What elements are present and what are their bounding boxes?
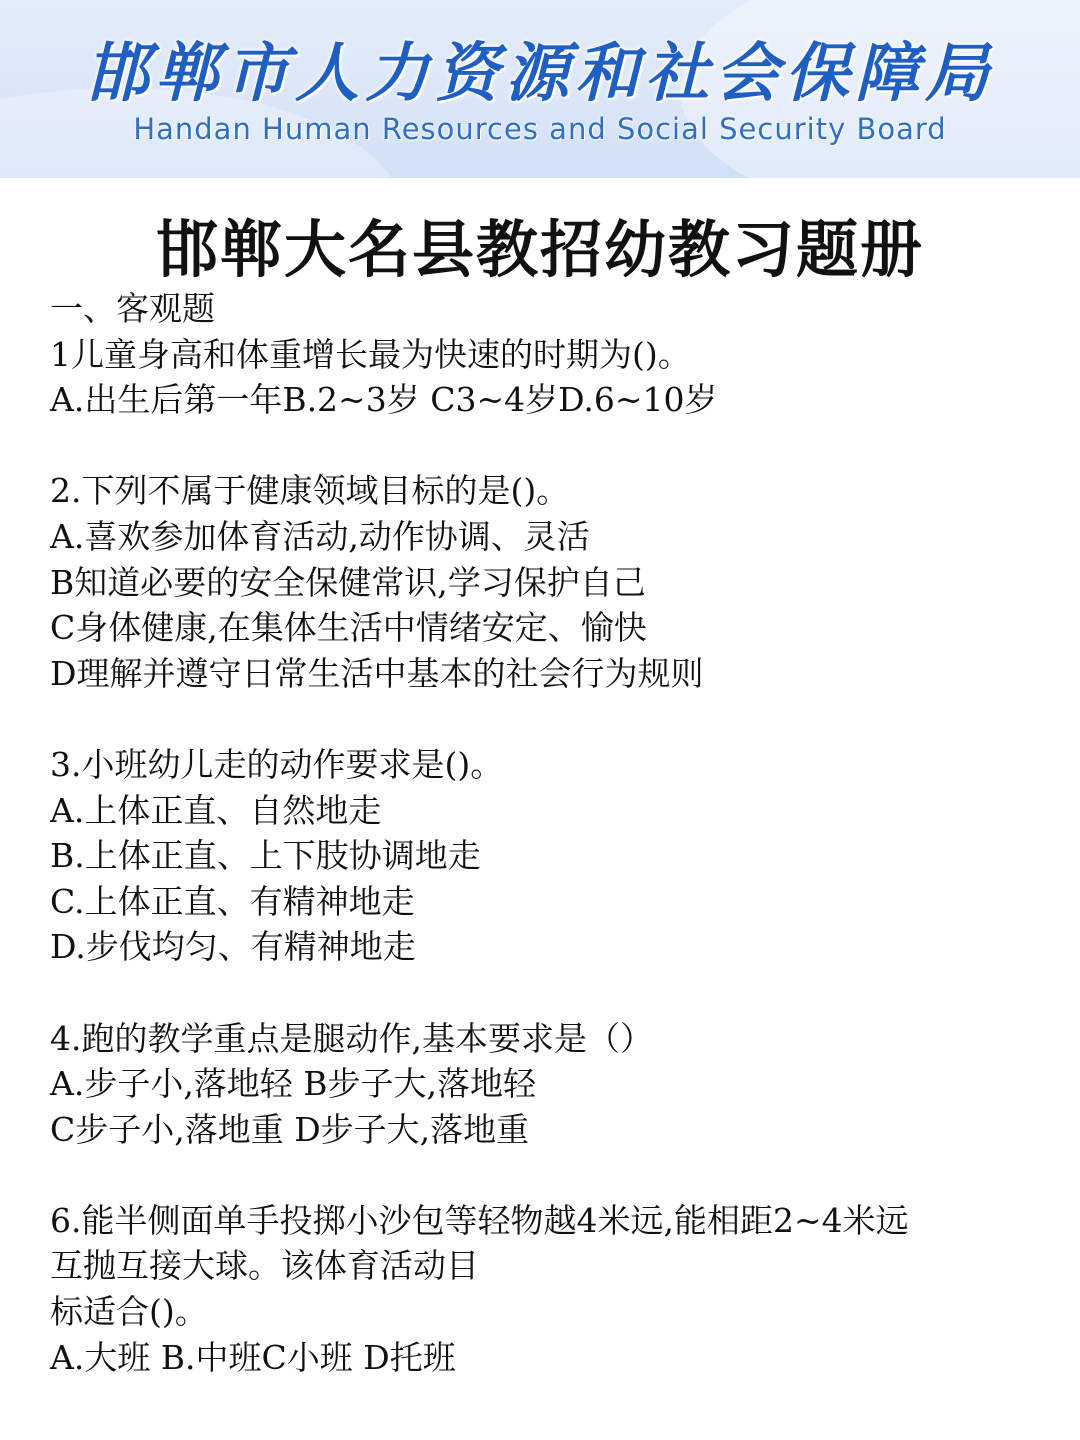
banner-title-cn: 邯郸市人力资源和社会保障局 (85, 36, 995, 111)
question-option: A.步子小,落地轻 B步子大,落地轻 (50, 1064, 537, 1104)
question-stem: 互抛互接大球。该体育活动目 (50, 1246, 479, 1286)
question-option: A.喜欢参加体育活动,动作协调、灵活 (50, 516, 590, 556)
question-stem: 4.跑的教学重点是腿动作,基本要求是（） (50, 1018, 653, 1058)
question-stem: 2.下列不属于健康领域目标的是()。 (50, 471, 570, 511)
question-option: B.上体正直、上下肢协调地走 (50, 836, 481, 876)
question-option: D理解并遵守日常生活中基本的社会行为规则 (50, 653, 704, 693)
question-option: B知道必要的安全保健常识,学习保护自己 (50, 562, 646, 602)
question-option: A.出生后第一年B.2~3岁 C3~4岁D.6~10岁 (50, 380, 718, 420)
question-stem: 3.小班幼儿走的动作要求是()。 (50, 744, 504, 784)
question-list (50, 286, 1040, 1380)
question-option: C步子小,落地重 D步子大,落地重 (50, 1109, 530, 1149)
question-stem: 标适合()。 (50, 1292, 208, 1332)
spacer (50, 1152, 1040, 1198)
spacer (50, 696, 1040, 742)
page-title: 邯郸大名县教招幼教习题册 (155, 213, 924, 286)
question-stem: 1儿童身高和体重增长最为快速的时期为()。 (50, 334, 691, 374)
banner-title-en: Handan Human Resources and Social Security Board (133, 112, 947, 146)
spacer (50, 423, 1040, 469)
question-option: A.大班 B.中班C小班 D托班 (50, 1337, 456, 1377)
question-option: C身体健康,在集体生活中情绪安定、愉快 (50, 608, 647, 648)
spacer (50, 970, 1040, 1016)
question-stem: 6.能半侧面单手投掷小沙包等轻物越4米远,能相距2~4米远 (50, 1200, 909, 1240)
question-option: A.上体正直、自然地走 (50, 790, 382, 830)
question-option: D.步伐均匀、有精神地走 (50, 927, 416, 967)
section-heading: 一、客观题 (50, 289, 215, 328)
header-banner (0, 0, 1080, 178)
question-option: C.上体正直、有精神地走 (50, 881, 415, 921)
